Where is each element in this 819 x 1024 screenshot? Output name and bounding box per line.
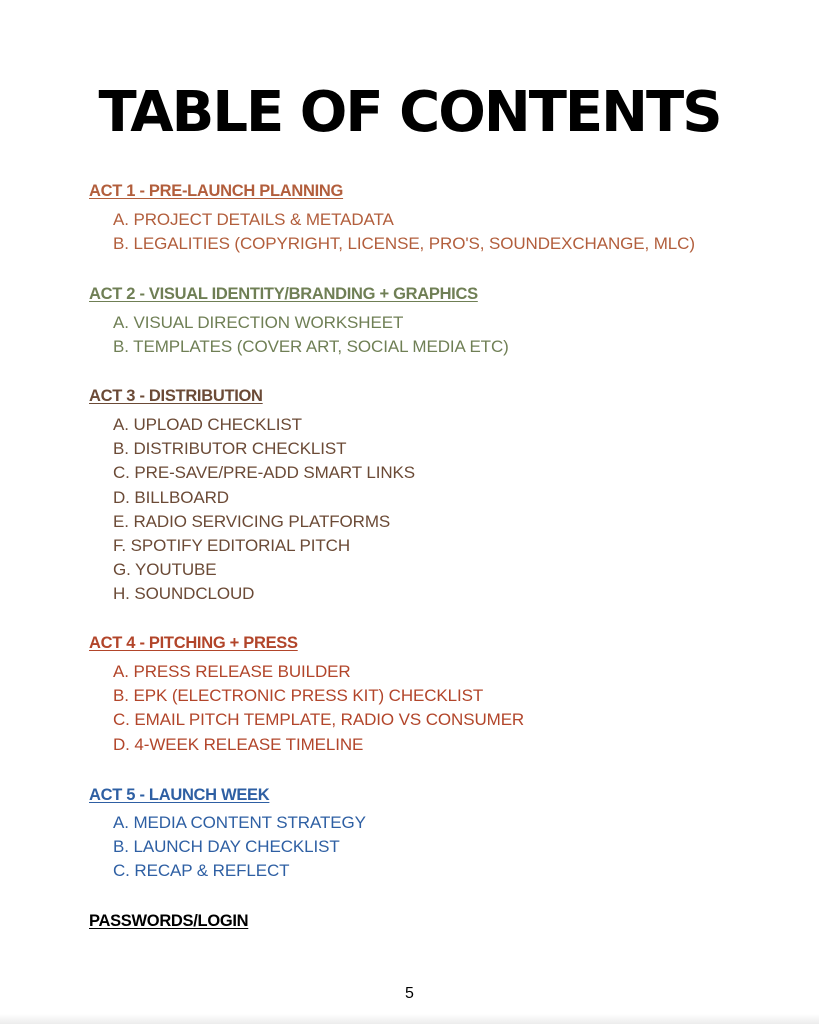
section-list-act-4 [113, 660, 524, 757]
section-list-act-5 [113, 811, 366, 884]
toc-item-legalities[interactable]: B. LEGALITIES (COPYRIGHT, LICENSE, PRO'S, SOUNDEXCHANGE, MLC) [113, 234, 695, 254]
toc-item-youtube[interactable]: G. YOUTUBE [113, 560, 217, 580]
section-heading-act-1[interactable]: ACT 1 - PRE-LAUNCH PLANNING [89, 182, 344, 200]
toc-item-visual-direction[interactable]: A. VISUAL DIRECTION WORKSHEET [113, 313, 404, 332]
section-list-act-1 [113, 208, 695, 256]
section-heading-act-5[interactable]: ACT 5 - LAUNCH WEEK [89, 786, 270, 804]
toc-item-radio-servicing[interactable]: E. RADIO SERVICING PLATFORMS [113, 511, 391, 531]
section-heading-act-3[interactable]: ACT 3 - DISTRIBUTION [89, 387, 263, 405]
toc-item-recap[interactable]: C. RECAP & REFLECT [113, 861, 290, 881]
toc-item-media-content[interactable]: A. MEDIA CONTENT STRATEGY [113, 813, 366, 832]
toc-item-release-timeline[interactable]: D. 4-WEEK RELEASE TIMELINE [113, 734, 364, 754]
toc-item-billboard[interactable]: D. BILLBOARD [113, 487, 229, 507]
toc-item-project-details[interactable]: A. PROJECT DETAILS & METADATA [113, 210, 394, 229]
toc-item-spotify-pitch[interactable]: F. SPOTIFY EDITORIAL PITCH [113, 535, 351, 555]
toc-item-soundcloud[interactable]: H. SOUNDCLOUD [113, 584, 255, 604]
toc-item-upload-checklist[interactable]: A. UPLOAD CHECKLIST [113, 415, 302, 434]
section-list-act-3 [113, 413, 415, 607]
toc-item-smart-links[interactable]: C. PRE-SAVE/PRE-ADD SMART LINKS [113, 463, 416, 483]
toc-item-templates[interactable]: B. TEMPLATES (COVER ART, SOCIAL MEDIA ETC) [113, 337, 509, 357]
page-title: TABLE OF CONTENTS [98, 80, 721, 145]
section-heading-passwords[interactable]: PASSWORDS/LOGIN [89, 912, 249, 930]
page-bottom-edge [0, 1014, 819, 1024]
toc-item-email-pitch[interactable]: C. EMAIL PITCH TEMPLATE, RADIO VS CONSUMER [113, 710, 525, 730]
section-list-act-2 [113, 311, 509, 359]
toc-item-epk-checklist[interactable]: B. EPK (ELECTRONIC PRESS KIT) CHECKLIST [113, 686, 484, 706]
toc-item-distributor-checklist[interactable]: B. DISTRIBUTOR CHECKLIST [113, 439, 347, 459]
section-heading-act-4[interactable]: ACT 4 - PITCHING + PRESS [89, 634, 298, 652]
page-number: 5 [405, 985, 414, 1002]
toc-item-launch-day[interactable]: B. LAUNCH DAY CHECKLIST [113, 837, 340, 857]
section-heading-act-2[interactable]: ACT 2 - VISUAL IDENTITY/BRANDING + GRAPHICS [89, 285, 478, 303]
toc-item-press-release[interactable]: A. PRESS RELEASE BUILDER [113, 662, 351, 681]
